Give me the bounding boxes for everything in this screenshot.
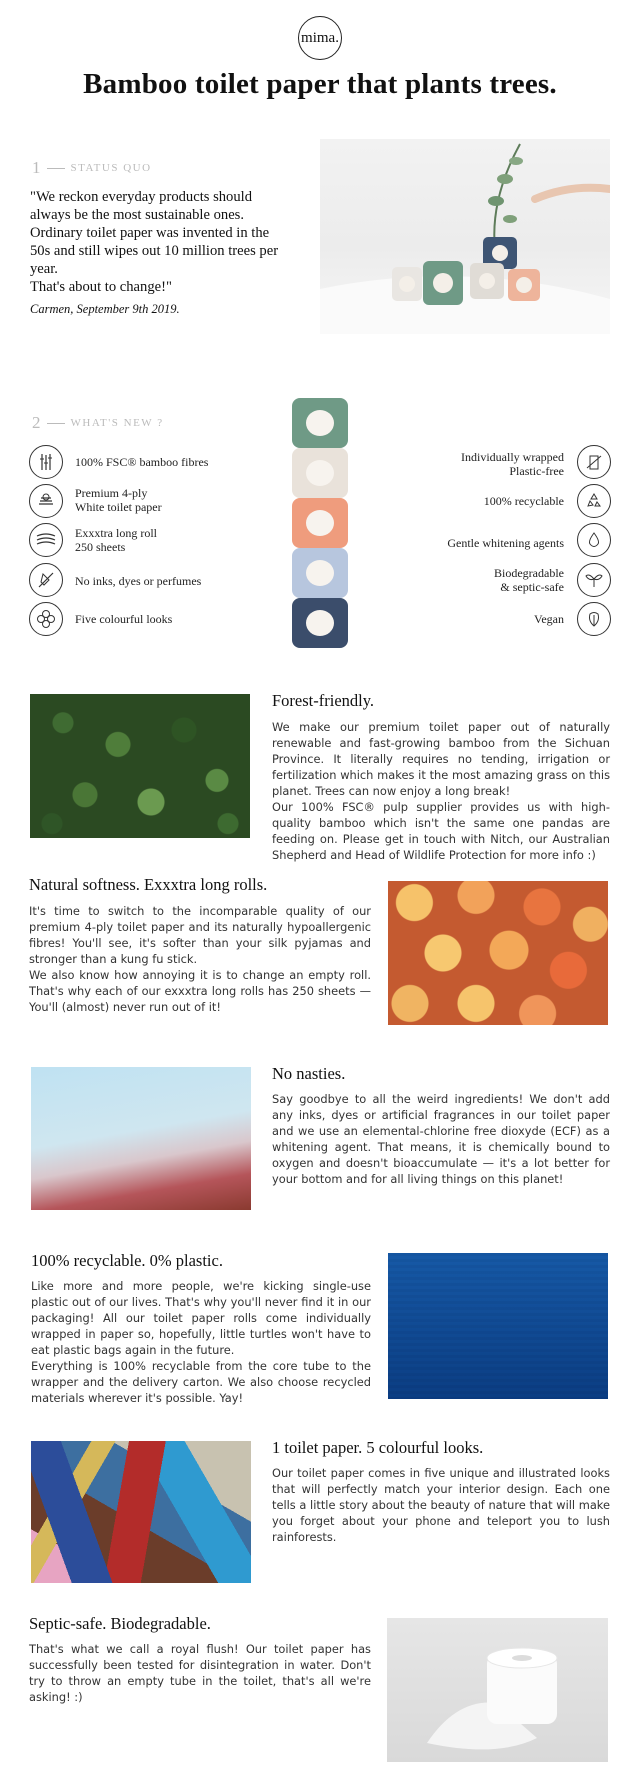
section-body: Our toilet paper comes in five unique and illustrated looks that will perfectly match your interior design. Each one tells a little story about the beauty of nature that will make you forget about your phone and teleport you to lush rainforests. bbox=[272, 1466, 610, 1544]
product-roll bbox=[292, 398, 348, 448]
section-heading: No nasties. bbox=[272, 1064, 346, 1083]
quote-author: Carmen, September 9th 2019. bbox=[30, 302, 180, 316]
product-roll-stack bbox=[292, 398, 352, 648]
page-title: Bamboo toilet paper that plants trees. bbox=[83, 68, 557, 100]
hero-product-image bbox=[320, 139, 610, 334]
product-roll bbox=[292, 598, 348, 648]
status-quo-label: 1 STATUS QUO bbox=[32, 158, 152, 177]
whats-new-label: 2 WHAT'S NEW ? bbox=[32, 413, 164, 432]
roll-label bbox=[306, 610, 334, 636]
sprout-icon bbox=[577, 563, 611, 597]
roll-label bbox=[306, 560, 334, 586]
founder-quote: "We reckon everyday products should always be the most sustainable ones. Ordinary toilet paper was invented in the 50s and still wipes out 10 million trees per year. That's about to change!" bbox=[30, 189, 279, 295]
white-roll-image bbox=[387, 1618, 608, 1762]
feature-wrapped: Individually wrapped Plastic-free bbox=[461, 450, 564, 478]
roll-label bbox=[306, 410, 334, 436]
feature-ply: Premium 4-ply White toilet paper bbox=[75, 486, 162, 514]
roll-label bbox=[306, 510, 334, 536]
feature-vegan: Vegan bbox=[534, 612, 564, 626]
white-roll-illustration bbox=[387, 1618, 608, 1762]
long-roll-icon bbox=[29, 523, 63, 557]
section-body: That's what we call a royal flush! Our toilet paper has successfully been tested for disintegration in water. Don't try to throw an empty tube in the toilet, that's all we're asking! :) bbox=[29, 1642, 371, 1704]
ocean-image bbox=[388, 1253, 608, 1399]
feature-recyclable: 100% recyclable bbox=[483, 494, 564, 508]
roll-label bbox=[306, 460, 334, 486]
section-body: Say goodbye to all the weird ingredients! We don't add any inks, dyes or artificial fragrances in our toilet paper and we use an elemental-chlorine free dioxyde (ECF) as a whitening agent. That means, it is chemically bound to oxygen and doesn't bioaccumulate — it's a lot better for your bottom and for all living things on this planet! bbox=[272, 1092, 610, 1186]
product-roll bbox=[292, 498, 348, 548]
feature-bamboo: 100% FSC® bamboo fibres bbox=[75, 455, 209, 469]
no-ink-icon bbox=[29, 563, 63, 597]
section-body: Like more and more people, we're kicking single-use plastic out of our lives. That's why you'll never find it in our packaging! All our toilet paper rolls come individually wrapped in paper so, hopefully, little turtles won't have to eat plastic bags again in the future. Everything is 100% recyclable from the core tube to the wrapper and the delivery carton. We also choose recycled materials wherever it's possible. Yay! bbox=[31, 1279, 371, 1405]
leaf-icon bbox=[577, 602, 611, 636]
section-heading: 100% recyclable. 0% plastic. bbox=[31, 1251, 223, 1270]
section-heading: Septic-safe. Biodegradable. bbox=[29, 1614, 211, 1633]
bamboo-icon bbox=[29, 445, 63, 479]
section-body: We make our premium toilet paper out of naturally renewable and fast-growing bamboo from the Sichuan Province. It literally requires no tending, irrigation or fertilization which makes it the most amazing grass on this planet. Trees can now enjoy a long break! Our 100% FSC® pulp supplier provides us with high-quality bamboo which isn't the same one pandas are feeding on. Please get in touch with Nitch, our Australian Shepherd and Head of Wildlife Protection for more info :) bbox=[272, 720, 610, 862]
forest-image bbox=[30, 694, 250, 838]
recycle-icon bbox=[577, 484, 611, 518]
feature-whitening: Gentle whitening agents bbox=[447, 536, 564, 550]
section-body: It's time to switch to the incomparable quality of our premium 4-ply toilet paper and its naturally hypoallergenic fibres! You'll see, it's softer than your silk pyjamas and stronger than a kung fu stick. We also know how annoying it is to change an empty roll. That's why each of our exxxtra long rolls has 250 sheets — You'll (almost) never run out of it! bbox=[29, 904, 371, 1014]
product-roll bbox=[292, 448, 348, 498]
section-heading: 1 toilet paper. 5 colourful looks. bbox=[272, 1438, 484, 1457]
paint-brushes-image bbox=[31, 1441, 251, 1583]
feature-no-inks: No inks, dyes or perfumes bbox=[75, 574, 202, 588]
brand-logo[interactable]: mima. bbox=[298, 16, 342, 60]
product-roll bbox=[292, 548, 348, 598]
drop-icon bbox=[577, 523, 611, 557]
feature-colours: Five colourful looks bbox=[75, 612, 173, 626]
section-heading: Natural softness. Exxxtra long rolls. bbox=[29, 875, 268, 894]
wrapper-icon bbox=[577, 445, 611, 479]
ply-layers-icon bbox=[29, 484, 63, 518]
hero-illustration bbox=[320, 139, 610, 334]
apricots-image bbox=[388, 881, 608, 1025]
colour-dots-icon bbox=[29, 602, 63, 636]
feature-long-roll: Exxxtra long roll 250 sheets bbox=[75, 526, 157, 554]
water-colour-image bbox=[31, 1067, 251, 1210]
feature-biodegradable: Biodegradable & septic-safe bbox=[494, 566, 564, 594]
section-heading: Forest-friendly. bbox=[272, 691, 375, 710]
